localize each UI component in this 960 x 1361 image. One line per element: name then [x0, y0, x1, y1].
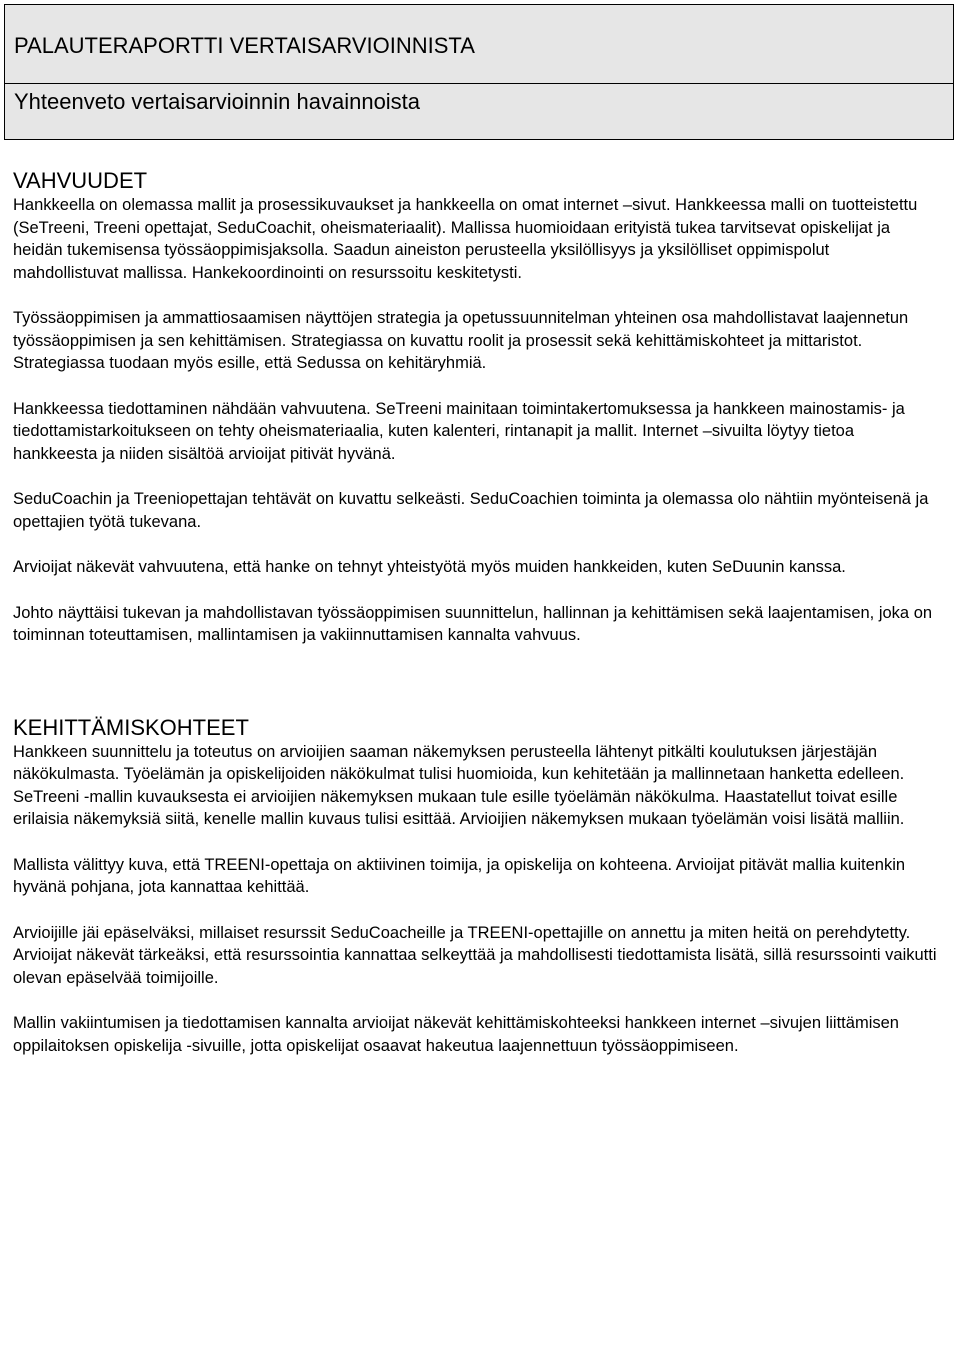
development-section: [13, 715, 938, 1058]
report-subtitle: Yhteenveto vertaisarvioinnin havainnoista: [14, 89, 421, 114]
strengths-section: [13, 168, 938, 647]
report-body: [13, 168, 938, 1057]
strengths-paragraph: SeduCoachin ja Treeniopettajan tehtävät on kuvattu selkeästi. SeduCoachien toiminta ja olemassa olo nähtiin myönteisenä ja opettajien työtä tukevana.: [13, 490, 929, 531]
development-paragraph: Mallin vakiintumisen ja tiedottamisen kannalta arvioijat näkevät kehittämiskohteeksi hankkeen internet –sivujen liittämisen oppilaitoksen opiskelija -sivuille, jotta opiskelijat osaavat hakeutua laajennettuun työssäoppimiseen.: [13, 1014, 899, 1055]
strengths-paragraph: Työssäoppimisen ja ammattiosaamisen näyttöjen strategia ja opetussuunnitelman yhteinen osa mahdollistavat laajennetun työssäoppimisen ja sen kehittämisen. Strategiassa on kuvattu roolit ja prosessit sekä kehittämiskohteet ja mittaristot. Strategiassa tuodaan myös esille, että Sedussa on kehitäryhmiä.: [13, 309, 909, 372]
strengths-paragraph: Arvioijat näkevät vahvuutena, että hanke on tehnyt yhteistyötä myös muiden hankkeiden, kuten SeDuunin kanssa.: [13, 558, 846, 576]
strengths-paragraph: Hankkeella on olemassa mallit ja prosessikuvaukset ja hankkeella on omat internet –sivut. Hankkeessa malli on tuotteistettu (SeTreeni, Treeni opettajat, SeduCoachit, oheismateriaalit). Mallissa huomioidaan erityistä tukea tarvitsevat opiskelijat ja heidän tukemisensa työssäoppimisjaksolla. Saadun aineiston perusteella yksilöllisyys ja yksilölliset oppimispolut mahdollistuvat mallissa. Hankekoordinointi on resurssoitu keskitetysti.: [13, 196, 918, 282]
header-divider: [5, 83, 953, 84]
development-heading: KEHITTÄMISKOHTEET: [13, 714, 249, 740]
strengths-heading: VAHVUUDET: [13, 168, 148, 193]
development-paragraph: Arvioijille jäi epäselväksi, millaiset resurssit SeduCoacheille ja TREENI-opettajille on annettu ja miten heitä on perehdytetty. Arvioijat näkevät tärkeäksi, että resurssointia kannattaa selkeyttää ja mahdollisesti tiedottamista lisätä, sillä resurssointi vaikutti olevan epäselvää toimijoille.: [13, 923, 937, 987]
strengths-paragraph: Hankkeessa tiedottaminen nähdään vahvuutena. SeTreeni mainitaan toimintakertomuksessa ja hankkeen mainostamis- ja tiedottamistarkoitukseen on tehty oheismateriaalia, kuten kalenteri, rintanapit ja mallit. Internet –sivuilta löytyy tietoa hankkeesta ja niiden sisältöä arvioijat pitivät hyvänä.: [13, 399, 905, 463]
strengths-paragraph: Johto näyttäisi tukevan ja mahdollistavan työssäoppimisen suunnittelun, hallinnan ja kehittämisen sekä laajentamisen, joka on toiminnan toteuttamisen, mallintamisen ja vakiinnuttamisen kannalta vahvuus.: [13, 603, 933, 644]
report-header: [4, 4, 954, 140]
development-paragraph: Mallista välittyy kuva, että TREENI-opettaja on aktiivinen toimija, ja opiskelija on kohteena. Arvioijat pitävät mallia kuitenkin hyvänä pohjana, jota kannattaa kehittää.: [13, 855, 906, 896]
report-title: PALAUTERAPORTTI VERTAISARVIOINNISTA: [14, 33, 475, 58]
development-paragraph: Hankkeen suunnittelu ja toteutus on arvioijien saaman näkemyksen perusteella lähtenyt pitkälti koulutuksen järjestäjän näkökulmasta. Työelämän ja opiskelijoiden näkökulmat tulisi huomioida, kun kehitetään ja mallinnetaan hanketta edelleen. SeTreeni -mallin kuvauksesta ei arvioijien näkemyksen mukaan tule esille työelämän näkökulma. Haastatellut toivat esille erilaisia näkemyksiä siitä, kenelle mallin kuvaus tulisi esittää. Arvioijien näkemyksen mukaan työelämän voisi lisätä malliin.: [13, 742, 905, 828]
